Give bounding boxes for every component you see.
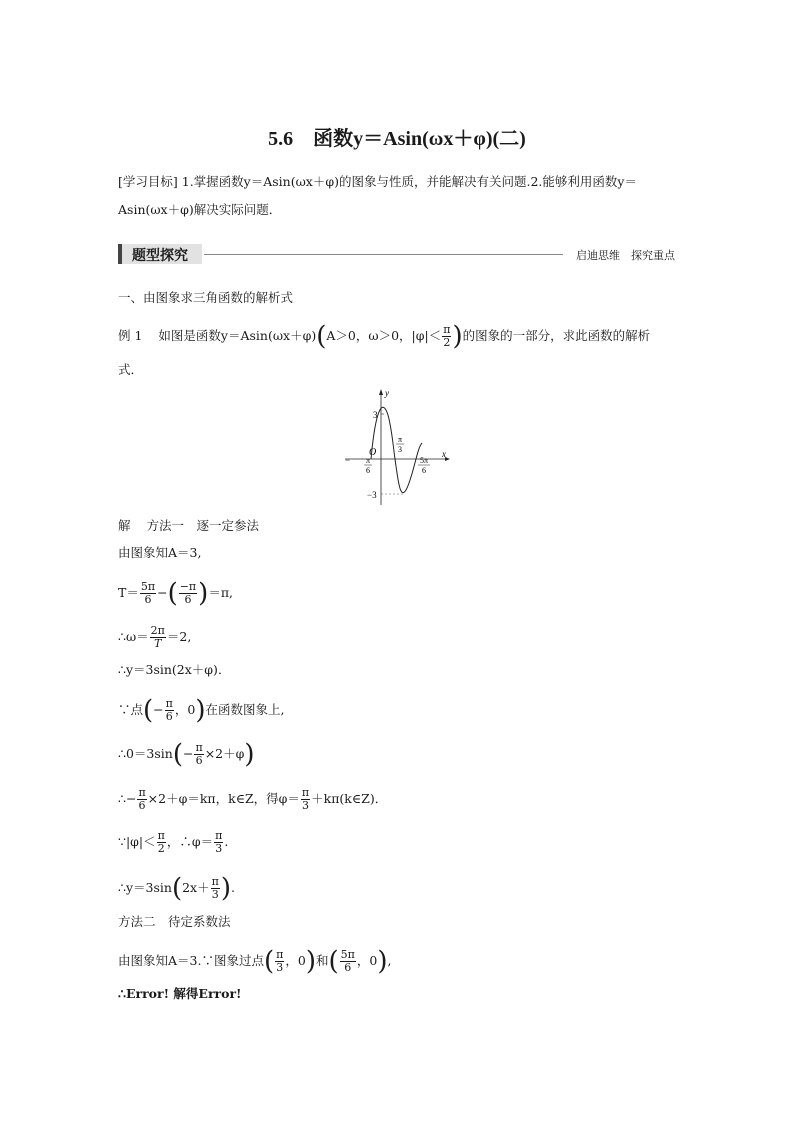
step-period: [118, 578, 234, 609]
step-result-b: 2x＋: [182, 880, 210, 895]
step-points: 由图象知A＝3.∵图象过点( $\frac{\pi}{3}$ ，0)和( $\frac{5\pi}{6}$ ，0),: [118, 946, 392, 977]
step-period-rhs: ＝π,: [208, 585, 234, 600]
step-point-b: ，0: [174, 702, 196, 717]
step-omega: [118, 625, 191, 650]
step-period-lhs: T＝: [118, 585, 139, 600]
example-line2: 式．: [118, 362, 144, 377]
objective-line1: [118, 174, 637, 190]
mid-tick-num: π: [397, 435, 403, 444]
step-points-b: ，0: [285, 953, 306, 968]
function-graph: [340, 385, 455, 510]
subheading: 一、由图象求三角函数的解析式: [118, 290, 294, 305]
y-min-label: −3: [367, 490, 377, 500]
example-label: 例 1: [118, 328, 143, 343]
step-phi-a: ∵|φ|＜: [118, 834, 156, 849]
step-amplitude: 由图象知A＝3,: [118, 545, 202, 560]
y-axis-label: y: [385, 388, 389, 398]
solution-label: 解: [118, 518, 131, 533]
example-text-b: 的图象的一部分，求此函数的解析: [462, 328, 651, 343]
y-axis-arrow: [379, 389, 383, 395]
frac-pi-3: $\frac{\pi}{3}$: [211, 875, 219, 901]
step-points-a: 由图象知A＝3.∵图象过点: [118, 953, 264, 968]
example-text-a: 如图是函数y＝Asin(ωx＋φ): [158, 328, 317, 343]
step-result-c: .: [231, 880, 235, 895]
step-solve-b: ×2＋φ＝kπ，k∈Z，得φ＝: [147, 791, 300, 806]
frac-5pi-6: $\frac{5\pi}{6}$: [340, 948, 355, 974]
step-substitute: ∴0＝3sin(− $\frac{\pi}{6}$ ×2＋φ): [118, 739, 255, 770]
frac-2pi-T: $\frac{2\pi}{T}$: [150, 624, 165, 650]
step-point-c: 在函数图象上,: [205, 702, 285, 717]
step-phi-c: .: [224, 834, 229, 849]
sine-curve: [371, 407, 422, 492]
step-error: ∴Error! 解得Error!: [118, 986, 242, 1001]
origin-label: O: [369, 447, 377, 458]
step-points-e: ,: [387, 953, 392, 968]
frac-pi-3: $\frac{\pi}{3}$: [215, 829, 223, 855]
page-title: 5.6 函数y＝Asin(ωx＋φ)(二): [268, 128, 526, 150]
right-tick-num: 5π: [419, 456, 429, 465]
frac-pi-6: $\frac{\pi}{6}$: [138, 786, 146, 812]
step-result-a: ∴y＝3sin: [118, 880, 172, 895]
step-points-d: ，0: [356, 953, 378, 968]
objective-line2: Asin(ωx＋φ)解决实际问题．: [118, 202, 282, 217]
left-tick-sign: −: [345, 455, 351, 465]
section-title: 题型探究: [132, 248, 188, 264]
paren-left: (: [167, 578, 178, 609]
left-tick-den: 6: [366, 466, 370, 475]
step-phi-b: ，∴φ＝: [166, 834, 214, 849]
section-divider: [204, 254, 563, 255]
step-solve-a: ∴−: [118, 791, 137, 806]
section-title-box: [118, 244, 202, 264]
frac-pi-2: $\frac{\pi}{2}$: [157, 829, 165, 855]
example-cond: A＞0，ω＞0，|φ|＜: [326, 328, 442, 343]
step-solve: [118, 787, 387, 812]
step-omega-rhs: ＝2,: [166, 629, 192, 644]
y-max-label: 3: [373, 410, 378, 420]
paren-right: ): [198, 578, 209, 609]
frac-5pi-6: $\frac{5\pi}{6}$: [140, 580, 156, 606]
section-tagline: 启迪思维 探究重点: [576, 249, 675, 262]
step-phi: [118, 830, 228, 855]
step-point: ∵点(− $\frac{\pi}{6}$ ，0)在函数图象上,: [118, 695, 285, 726]
section-header: [118, 244, 675, 266]
objective-label: [学习目标]: [118, 174, 178, 189]
frac-neg-pi-6: $\frac{-\pi}{6}$: [179, 580, 197, 606]
paren-left: (: [316, 321, 327, 352]
objective-text: 1.掌握函数y＝Asin(ωx＋φ)的图象与性质，并能解决有关问题.2.能够利用函数y＝: [181, 174, 637, 189]
paren-right: ): [452, 321, 463, 352]
right-tick-den: 6: [422, 466, 426, 475]
left-tick-num: π: [365, 456, 371, 465]
step-point-a: ∵点: [118, 702, 144, 717]
frac-pi-6: $\frac{\pi}{6}$: [165, 697, 173, 723]
frac-pi-6: $\frac{\pi}{6}$: [195, 741, 203, 767]
frac-pi-3: $\frac{\pi}{3}$: [301, 786, 310, 812]
step-solve-c: ＋kπ(k∈Z)．: [311, 791, 388, 806]
step-substitute-b: ×2＋φ: [204, 746, 245, 761]
step-result: ∴y＝3sin(2x＋ $\frac{\pi}{3}$ ).: [118, 873, 235, 904]
step-omega-lhs: ∴ω＝: [118, 629, 149, 644]
x-axis-label: x: [442, 449, 446, 459]
step-points-c: 和: [315, 953, 329, 968]
method2-title: 方法二 待定系数法: [118, 914, 231, 929]
method1-title: 方法一 逐一定参法: [146, 518, 260, 533]
frac-pi-3: $\frac{\pi}{3}$: [276, 948, 284, 974]
frac-pi-2: $\frac{\pi}{2}$: [443, 323, 451, 349]
step-substitute-a: ∴0＝3sin: [118, 746, 173, 761]
step-form: ∴y＝3sin(2x＋φ)．: [118, 662, 231, 677]
mid-tick-den: 3: [398, 445, 402, 454]
solution-line-method1: [118, 518, 259, 534]
example-line1: [118, 321, 651, 352]
minus-sign: −: [157, 585, 168, 600]
